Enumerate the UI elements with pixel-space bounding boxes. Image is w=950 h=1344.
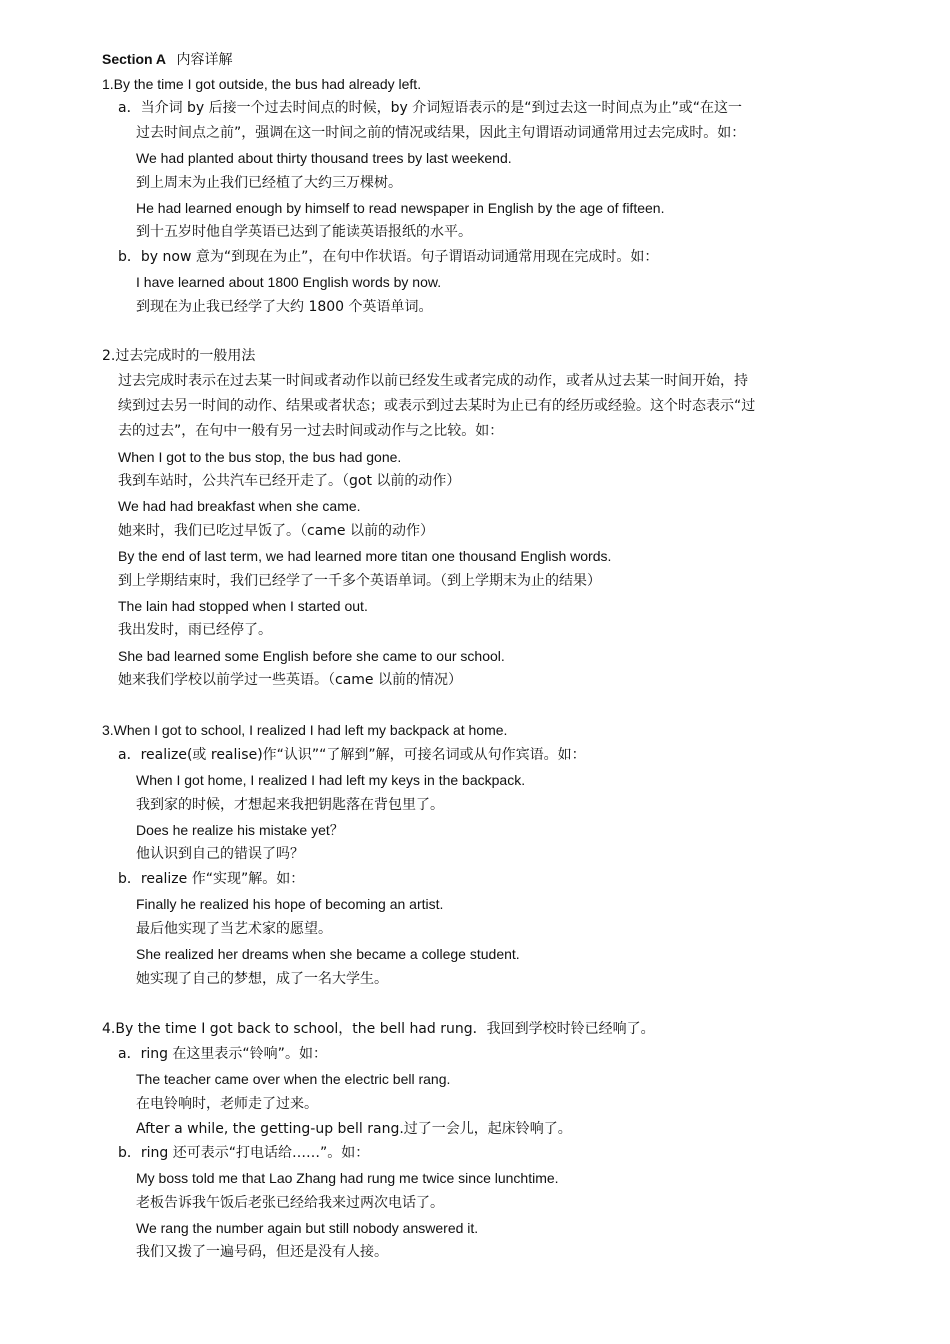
example-chinese: 她来时，我们已吃过早饭了。（came 以前的动作） bbox=[118, 523, 434, 539]
point-1a-line1: a．当介词 by 后接一个过去时间点的时候，by 介词短语表示的是“到过去这一时间点为止”或“在这一 bbox=[118, 100, 743, 116]
example-english: Does he realize his mistake yet？ bbox=[136, 822, 344, 838]
example-chinese: 到上周末为止我们已经植了大约三万棵树。 bbox=[136, 175, 402, 191]
example-chinese: 她来我们学校以前学过一些英语。（came 以前的情况） bbox=[118, 672, 462, 688]
example-mixed: After a while, the getting-up bell rang.过了一会儿，起床铃响了。 bbox=[136, 1121, 572, 1137]
point-1a-line2: 过去时间点之前”，强调在这一时间之前的情况或结果，因此主句谓语动词通常用过去完成时。如： bbox=[136, 125, 746, 141]
example-chinese: 在电铃响时，老师走了过来。 bbox=[136, 1096, 318, 1112]
example-chinese: 我出发时，雨已经停了。 bbox=[118, 622, 272, 638]
example-english: We rang the number again but still nobody answered it. bbox=[136, 1220, 479, 1236]
example-english: We had planted about thirty thousand trees by last weekend. bbox=[136, 150, 512, 166]
example-english: Finally he realized his hope of becoming an artist. bbox=[136, 896, 444, 912]
example-english: By the end of last term, we had learned more titan one thousand English words. bbox=[118, 548, 612, 564]
example-english: She bad learned some English before she came to our school. bbox=[118, 648, 505, 664]
section-title: 内容详解 bbox=[176, 52, 233, 68]
example-chinese: 到现在为止我已经学了大约 1800 个英语单词。 bbox=[136, 299, 433, 315]
example-english: When I got home, I realized I had left my keys in the backpack. bbox=[136, 772, 526, 788]
example-chinese: 我到家的时候，才想起来我把钥匙落在背包里了。 bbox=[136, 797, 444, 813]
example-chinese: 她实现了自己的梦想，成了一名大学生。 bbox=[136, 971, 388, 987]
example-chinese: 老板告诉我午饭后老张已经给我来过两次电话了。 bbox=[136, 1195, 444, 1211]
point-3b-line: b．realize 作“实现”解。如： bbox=[118, 871, 305, 887]
point-3a-line: a．realize(或 realise)作“认识”“了解到”解，可接名词或从句作宾语。如： bbox=[118, 747, 586, 763]
example-english: The teacher came over when the electric bell rang. bbox=[136, 1071, 451, 1087]
example-english: He had learned enough by himself to read newspaper in English by the age of fifteen. bbox=[136, 200, 665, 216]
section-label: Section A bbox=[102, 51, 167, 67]
point-2-paragraph-line2: 续到过去另一时间的动作、结果或者状态；或表示到过去某时为止已有的经历或经验。这个时态表示“过 bbox=[118, 398, 756, 414]
point-4b-line: b．ring 还可表示“打电话给……”。如： bbox=[118, 1145, 370, 1161]
example-chinese: 最后他实现了当艺术家的愿望。 bbox=[136, 921, 332, 937]
example-english: My boss told me that Lao Zhang had rung me twice since lunchtime. bbox=[136, 1170, 559, 1186]
point-1b-line: b．by now 意为“到现在为止”，在句中作状语。句子谓语动词通常用现在完成时。如： bbox=[118, 249, 659, 265]
example-chinese: 我到车站时，公共汽车已经开走了。（got 以前的动作） bbox=[118, 473, 461, 489]
point-2-paragraph-line3: 去的过去”，在句中一般有另一过去时间或动作与之比较。如： bbox=[118, 423, 504, 439]
example-english: I have learned about 1800 English words by now. bbox=[136, 274, 442, 290]
example-english: She realized her dreams when she became a college student. bbox=[136, 946, 520, 962]
example-english: The lain had stopped when I started out. bbox=[118, 598, 368, 614]
point-4-heading: 4.By the time I got back to school，the bell had rung．我回到学校时铃已经响了。 bbox=[102, 1021, 655, 1037]
example-english: We had had breakfast when she came. bbox=[118, 498, 361, 514]
example-english: When I got to the bus stop, the bus had gone. bbox=[118, 449, 402, 465]
point-3-heading: 3.When I got to school, I realized I had left my backpack at home. bbox=[102, 722, 508, 738]
example-chinese: 到十五岁时他自学英语已达到了能读英语报纸的水平。 bbox=[136, 224, 472, 240]
section-header bbox=[102, 50, 233, 69]
point-1-heading: 1.By the time I got outside, the bus had already left. bbox=[102, 76, 422, 92]
point-4a-line: a．ring 在这里表示“铃响”。如： bbox=[118, 1046, 327, 1062]
example-chinese: 我们又拨了一遍号码，但还是没有人接。 bbox=[136, 1244, 388, 1260]
point-2-heading: 2.过去完成时的一般用法 bbox=[102, 348, 256, 364]
point-2-paragraph-line1: 过去完成时表示在过去某一时间或者动作以前已经发生或者完成的动作，或者从过去某一时间开始，持 bbox=[118, 373, 748, 389]
example-chinese: 他认识到自己的错误了吗？ bbox=[136, 846, 304, 862]
example-chinese: 到上学期结束时，我们已经学了一千多个英语单词。（到上学期末为止的结果） bbox=[118, 573, 601, 589]
